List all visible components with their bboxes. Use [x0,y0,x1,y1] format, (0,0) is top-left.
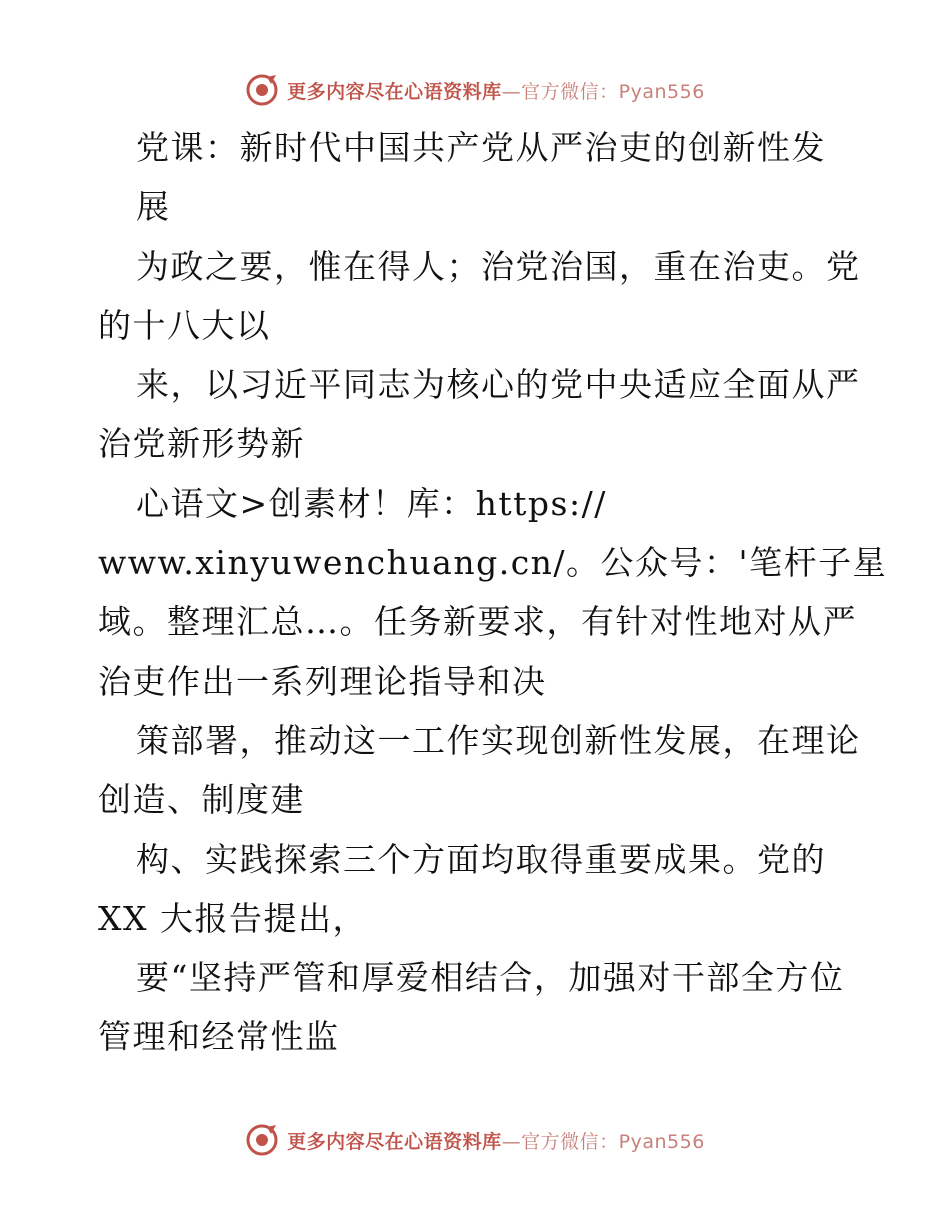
banner-text [287,1127,705,1154]
paragraph-line: 治党新形势新 [98,424,305,464]
paragraph-line: 域。整理汇总…。任务新要求，有针对性地对从严 [98,602,857,642]
document-title-line: 展 [136,187,171,227]
document-body [98,118,888,1067]
paragraph-line: 为政之要，惟在得人；治党治国，重在治吏。党 [136,246,861,286]
paragraph-line: 管理和经常性监 [98,1017,340,1057]
paragraph-line: 来，以习近平同志为核心的党中央适应全面从严 [136,365,861,405]
banner-bold-text: 更多内容尽在心语资料库 [287,80,502,103]
header-watermark-banner [0,70,950,110]
paragraph-line: 的十八大以 [98,305,271,345]
paragraph-line: 心语文>创素材！库：https:// [136,483,607,523]
quill-logo-icon [245,1123,279,1157]
paragraph-line: www.xinyuwenchuang.cn/。公众号：'笔杆子星 [98,543,888,583]
footer-watermark-banner [0,1120,950,1160]
banner-bold-text: 更多内容尽在心语资料库 [287,1130,502,1153]
paragraph-line: 治吏作出一系列理论指导和决 [98,661,547,701]
paragraph-line: 要“坚持严管和厚爱相结合，加强对干部全方位 [136,958,845,998]
banner-rest-text: —官方微信：Pyan556 [501,1130,705,1153]
banner-rest-text: —官方微信：Pyan556 [501,80,705,103]
banner-text [287,77,705,104]
paragraph-line: 构、实践探索三个方面均取得重要成果。党的 [136,839,826,879]
paragraph-line: 策部署，推动这一工作实现创新性发展，在理论 [136,720,861,760]
paragraph-line: XX 大报告提出， [98,898,367,938]
document-title-line: 党课：新时代中国共产党从严治吏的创新性发 [136,128,826,167]
quill-logo-icon [245,73,279,107]
paragraph-line: 创造、制度建 [98,780,305,820]
